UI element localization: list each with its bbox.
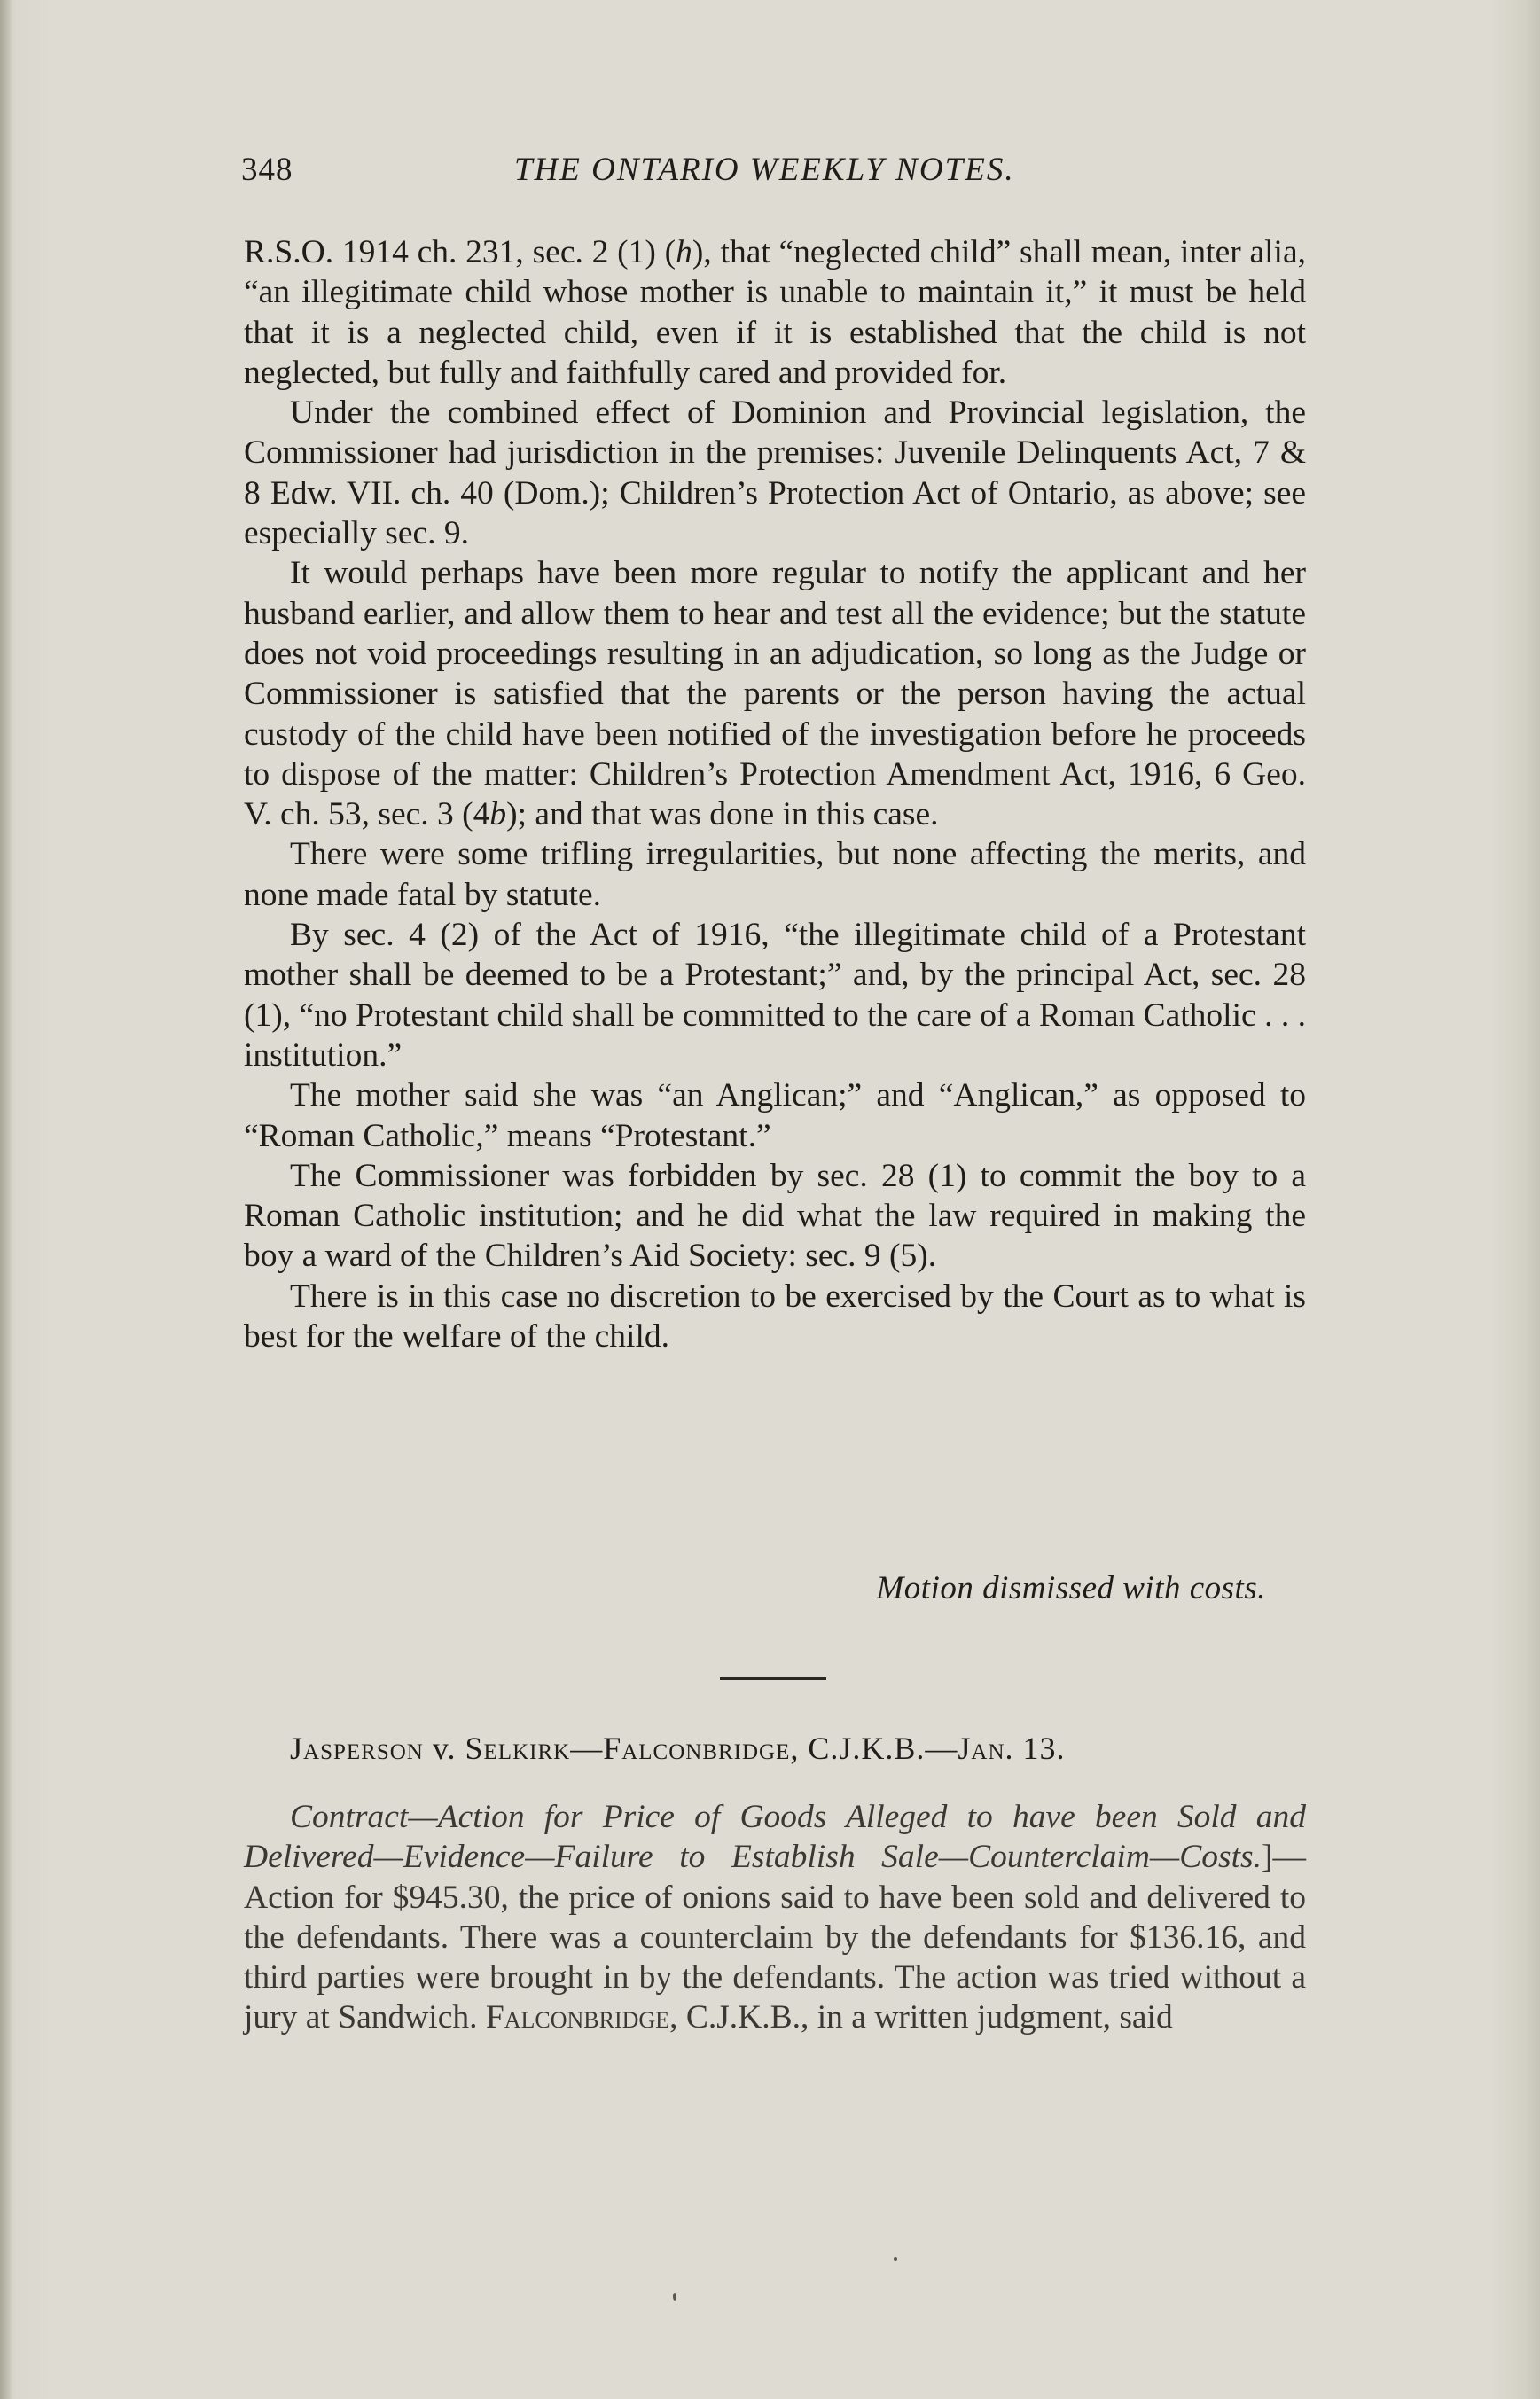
- paragraph-6: The mother said she was “an Anglican;” and “Anglican,” as opposed to “Roman Catholic,” means “Protestant.”: [244, 1077, 1306, 1154]
- paragraph-1-text-b: ), that “neglected child” shall mean, inter alia, “an illegitimate child whose mother is unable to maintain it,” it must be held that it is a neglected child, even if it is established that the child is not neglected, but fully and faithfully cared and provided for.: [244, 234, 1306, 391]
- paper-speck: [673, 2293, 676, 2301]
- headnote-text-a: ]—Action for $945.30, the price of onions said to have been sold and delivered to the defendants. There was a counterclaim by the defendants for $136.16, and third parties were brought in by the defendants. The action was tried without a jury at Sandwich.: [244, 1839, 1306, 2036]
- paragraph-5: By sec. 4 (2) of the Act of 1916, “the illegitimate child of a Protestant mother shall be deemed to be a Protestant;” and, by the principal Act, sec. 28 (1), “no Protestant child shall be committed to the care of a Roman Catholic . . . institution.”: [244, 917, 1306, 1074]
- judge-name: Falconbridge: [603, 1731, 791, 1766]
- paragraph-3-italic: b: [489, 796, 507, 833]
- paragraph-1: [244, 232, 1306, 393]
- paragraph-3-text-a: It would perhaps have been more regular to notify the applicant and her husband earlier, and allow them to hear and test all the evidence; but the statute does not void proceedings resulting in an adjudication, so long as the Judge or Commissioner is satisfied that the parents or the person having the actual custody of the child have been notified of the investigation before he proceeds to dispose of the matter: Children’s Protection Amendment Act, 1916, 6 Geo. V. ch. 53, sec. 3 (4: [244, 555, 1306, 833]
- paragraph-2: Under the combined effect of Dominion and Provincial legislation, the Commissioner had jurisdiction in the premises: Juvenile Delinquents Act, 7 & 8 Edw. VII. ch. 40 (Dom.); Children’s Protection Act of Ontario, as above; see especially sec. 9.: [244, 395, 1306, 552]
- section-divider: [720, 1677, 826, 1680]
- headnote-text-b: , C.J.K.B., in a written judgment, said: [669, 1999, 1173, 2036]
- paragraph-8: There is in this case no discretion to be exercised by the Court as to what is best for the welfare of the child.: [244, 1278, 1306, 1356]
- disposition: Motion dismissed with costs.: [876, 1570, 1266, 1606]
- date-dash: —: [925, 1731, 958, 1766]
- page-number: 348: [241, 152, 293, 188]
- plaintiff-name: Jasperson: [290, 1731, 424, 1766]
- headnote-paragraph: [244, 1797, 1306, 2038]
- paragraph-7: The Commissioner was forbidden by sec. 28 (1) to commit the boy to a Roman Catholic institution; and he did what the law required in making the boy a ward of the Children’s Aid Society: sec. 9 (5).: [244, 1157, 1306, 1275]
- headnote-judge-name: Falconbridge: [485, 1999, 670, 2036]
- running-head: [241, 151, 1305, 204]
- headnote: [244, 1797, 1306, 2038]
- catchwords: Contract—Action for Price of Goods Alleged to have been Sold and Delivered—Evidence—Failure to Establish Sale—Counterclaim—Costs.: [244, 1799, 1306, 1876]
- date-month: Jan: [958, 1731, 1005, 1766]
- case-heading: [290, 1730, 1309, 1767]
- journal-title: THE ONTARIO WEEKLY NOTES.: [514, 152, 1015, 188]
- defendant-name: Selkirk: [465, 1731, 571, 1766]
- date-day: . 13.: [1005, 1731, 1066, 1766]
- paragraph-3: [244, 553, 1306, 834]
- versus: v.: [423, 1731, 465, 1766]
- paragraph-3-text-b: ); and that was done in this case.: [506, 796, 939, 833]
- paper-speck: [894, 2257, 897, 2261]
- paragraph-1-italic: h: [676, 234, 692, 270]
- judge-title: , C.J.K.B.: [790, 1731, 926, 1766]
- paragraph-1-text-a: R.S.O. 1914 ch. 231, sec. 2 (1) (: [244, 234, 676, 270]
- heading-dash: —: [570, 1731, 604, 1766]
- body-text: [244, 232, 1306, 1356]
- binding-shadow: [0, 0, 12, 2399]
- paragraph-4: There were some trifling irregularities, but none affecting the merits, and none made fatal by statute.: [244, 836, 1306, 913]
